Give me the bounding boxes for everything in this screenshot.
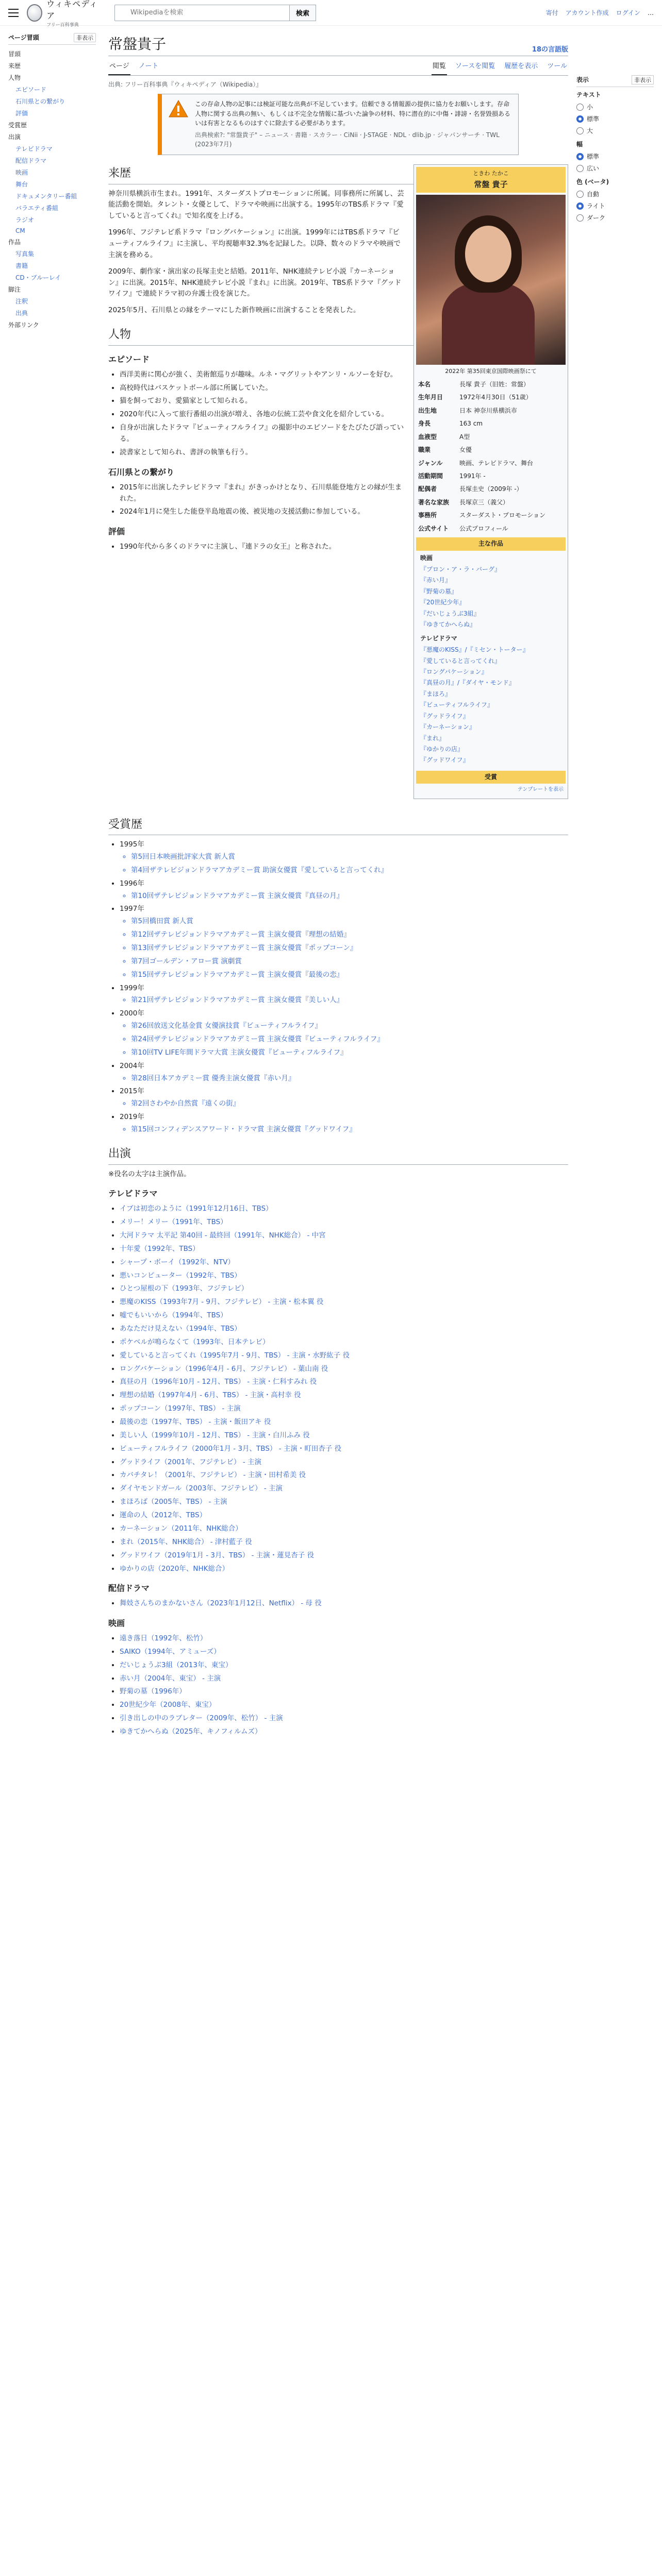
works-tv-item[interactable]: 『真昼の月』/『ダイヤ・モンド』 (420, 679, 515, 687)
award-year-label: 1996年 (120, 879, 144, 888)
award-year (120, 839, 568, 876)
works-tv-item[interactable]: 『ロングバケーション』 (420, 668, 488, 675)
infobox-label: 著名な家族 (418, 498, 450, 506)
tv-drama-item (120, 1470, 568, 1481)
color-light-option[interactable]: ライト (576, 200, 654, 212)
tv-drama-item (120, 1537, 568, 1548)
section-person-heading: 人物 (108, 326, 568, 346)
episode-heading: エピソード (108, 354, 150, 364)
works-movie-item[interactable]: 『ゆきてかへらぬ』 (420, 621, 476, 629)
text-small-option[interactable]: 小 (576, 101, 654, 113)
appearance-panel (576, 26, 654, 1742)
award-year-label: 1999年 (120, 984, 144, 992)
tv-drama-item-link[interactable]: ゆかりの店（2020年、NHK総合） (120, 1564, 229, 1573)
movie-item-link[interactable]: 引き出しの中のラブレター（2009年、松竹） - 主演 (120, 1714, 283, 1723)
infobox-title: 常盤 貴子 (474, 179, 508, 189)
tv-drama-item-link[interactable]: グッドワイフ（2019年1月 - 3月、TBS） - 主演・蓮見杏子 役 (120, 1551, 315, 1560)
movie-item (120, 1700, 568, 1711)
color-label: 色 (ベータ) (576, 178, 609, 185)
infobox-row (416, 417, 566, 430)
tv-drama-heading: テレビドラマ (108, 1189, 158, 1199)
tv-drama-item (120, 1230, 568, 1242)
award-item[interactable]: ◦ 第15回ザテレビジョンドラマアカデミー賞 主演女優賞『最後の恋』 (131, 970, 568, 981)
infobox-value: 1972年4月30日（51歳） (459, 394, 532, 401)
tv-drama-item-link[interactable]: まれ（2015年、NHK総合） - 津村藍子 役 (120, 1537, 252, 1546)
tv-drama-item-link[interactable]: まほろば（2005年、TBS） - 主演 (120, 1498, 227, 1506)
toc-item[interactable]: 写真集 (15, 250, 35, 258)
notice-text: この存命人物の記事には検証可能な出典が不足しています。信頼できる情報源の提供に協力をお願いします。存命人物に関する出典の無い、もしくは不完全な情報に基づいた論争の材料、特に潜在的に中傷・誹謗・名誉毀損あるいは有害となるものはすぐに除去する必要があります。 (195, 100, 511, 127)
award-item[interactable]: ◦ 第21回ザテレビジョンドラマアカデミー賞 主演女優賞『美しい人』 (131, 995, 568, 1006)
tv-drama-item-link[interactable]: 理想の結婚（1997年4月 - 6月、TBS） - 主演・高村幸 役 (120, 1391, 301, 1400)
award-year-label: 2015年 (120, 1087, 144, 1096)
infobox-row (416, 483, 566, 496)
tv-drama-item (120, 1324, 568, 1335)
works-movie-item[interactable]: 『20世紀少年』 (420, 599, 466, 606)
tv-drama-item (120, 1390, 568, 1401)
works-movie-item[interactable]: 『だいじょうぶ3組』 (420, 609, 480, 617)
toc-item[interactable]: CD・ブルーレイ (15, 274, 61, 281)
history-paragraph: 1996年、フジテレビ系ドラマ『ロングバケーション』に出演。1999年にはTBS系ドラマ『ビューティフルライフ』に主演し、平均視聴率32.3%を記録した。以降、数々のドラマや映画で主演を務める。 (108, 228, 401, 259)
tv-drama-item-link[interactable]: カーネーション（2011年、NHK総合） (120, 1524, 242, 1533)
movie-item-link[interactable]: 野菊の墓（1996年） (120, 1687, 186, 1696)
infobox-label: ジャンル (418, 459, 443, 467)
ishikawa-item: • 2015年に出演したテレビドラマ『まれ』がきっかけとなり、石川県能登地方との縁が生まれた。 (120, 482, 568, 505)
infobox-label: 配偶者 (418, 485, 437, 493)
infobox-row (416, 404, 566, 417)
works-tv-item[interactable]: 『カーネーション』 (420, 723, 475, 731)
tab-talk[interactable]: ノート (138, 62, 159, 70)
login-link[interactable]: ログイン (616, 9, 640, 16)
movie-item (120, 1660, 568, 1671)
tv-drama-item (120, 1497, 568, 1508)
tab-article[interactable]: ページ (108, 56, 130, 75)
text-large-option[interactable]: 大 (576, 125, 654, 137)
toc-hide-button[interactable]: 非表示 (74, 33, 96, 42)
toc-item[interactable]: ラジオ (15, 216, 35, 224)
site-header (0, 0, 662, 26)
infobox-row (416, 457, 566, 470)
toc-item[interactable]: ドキュメンタリー番組 (15, 193, 77, 200)
site-subtitle: フリー百科事典 (46, 23, 79, 28)
award-year-label: 2004年 (120, 1061, 144, 1070)
award-item[interactable]: ◦ 第12回ザテレビジョンドラマアカデミー賞 主演女優賞『理想の結婚』 (131, 929, 568, 941)
tv-drama-item (120, 1257, 568, 1268)
tv-drama-item-link[interactable]: 真昼の月（1996年10月 - 12月、TBS） - 主演・仁科すみれ 役 (120, 1378, 317, 1386)
infobox-value: A型 (459, 433, 470, 440)
episode-item: • 西洋美術に関心が強く、美術館巡りが趣味。ルネ・マグリットやアンリ・ルソーを好む。 (120, 369, 568, 381)
tab-tools[interactable]: ツール (547, 62, 567, 70)
tv-drama-item (120, 1337, 568, 1348)
award-item[interactable]: ◦ 第24回ザテレビジョンドラマアカデミー賞 主演女優賞『ビューティフルライフ』 (131, 1034, 568, 1045)
section-appearances-heading: 出演 (108, 1145, 568, 1165)
infobox-label: 身長 (418, 420, 431, 428)
infobox-value: 163 cm (459, 420, 483, 428)
works-tv-item[interactable]: 『ゆかりの店』 (420, 745, 464, 753)
infobox-value: スターダスト・プロモーション (459, 512, 546, 519)
width-standard-option[interactable]: 標準 (576, 150, 654, 162)
tv-drama-item-link[interactable]: 嘘でもいいから（1994年、TBS） (120, 1311, 227, 1320)
tv-drama-item-link[interactable]: 最後の恋（1997年、TBS） - 主演・飯田アキ 役 (120, 1418, 271, 1427)
works-movie-item[interactable]: 『野菊の墓』 (420, 587, 458, 595)
stream-drama-item (120, 1598, 568, 1609)
user-links (546, 8, 654, 17)
infobox-label: 職業 (418, 446, 431, 454)
tv-drama-item-link[interactable]: 愛していると言ってくれ（1995年7月 - 9月、TBS） - 主演・水野紘子 役 (120, 1351, 350, 1360)
tv-drama-item-link[interactable]: ひとつ屋根の下（1993年、フジテレビ） (120, 1284, 249, 1293)
tv-drama-item (120, 1510, 568, 1521)
episode-item: • 猫を飼っており、愛猫家として知られる。 (120, 396, 568, 407)
text-standard-option[interactable]: 標準 (576, 113, 654, 125)
award-item[interactable]: ◦ 第10回ザテレビジョンドラマアカデミー賞 主演女優賞『真昼の月』 (131, 891, 568, 902)
tv-drama-item (120, 1270, 568, 1282)
toc-item[interactable]: CM (15, 227, 25, 234)
toc-item[interactable]: 映画 (15, 169, 28, 176)
infobox-ruby: ときわ たかこ (473, 170, 509, 177)
tab-view-source[interactable]: ソースを閲覧 (455, 62, 495, 70)
works-tv-item[interactable]: 『まほろ』 (420, 690, 452, 698)
infobox-row (416, 378, 566, 391)
award-item[interactable]: ◦ 第10回TV LIFE年間ドラマ大賞 主演女優賞『ビューティフルライフ』 (131, 1047, 568, 1059)
award-year (120, 904, 568, 980)
movie-item-link[interactable]: ゆきてかへらぬ（2025年、キノフィルムズ） (120, 1727, 262, 1736)
infobox-label: 活動期間 (418, 472, 443, 480)
toc-item[interactable]: エピソード (15, 86, 47, 93)
award-item[interactable]: ◦ 第15回コンフィデンスアワード・ドラマ賞 主演女優賞『グッドワイフ』 (131, 1124, 568, 1136)
infobox-row (416, 470, 566, 483)
tv-drama-item-link[interactable]: 大河ドラマ 太平記 第40回 - 最終回（1991年、NHK総合） - 中宮 (120, 1231, 326, 1240)
infobox-row (416, 509, 566, 522)
tv-drama-item (120, 1523, 568, 1535)
create-account-link[interactable]: アカウント作成 (565, 9, 609, 16)
movie-item-link[interactable]: だいじょうぶ3組（2013年、東宝） (120, 1660, 233, 1669)
language-button[interactable]: 18の言語版 (532, 46, 568, 54)
episode-item: • 読書家として知られ、書評の執筆も行う。 (120, 447, 568, 459)
toc-item[interactable]: 石川県との繋がり (15, 98, 65, 105)
tv-drama-item (120, 1403, 568, 1415)
tv-drama-item-link[interactable]: ダイヤモンドガール（2003年、フジテレビ） - 主演 (120, 1484, 283, 1493)
appearance-hide-button[interactable]: 非表示 (632, 75, 654, 84)
tv-drama-item-link[interactable]: ビューティフルライフ（2000年1月 - 3月、TBS） - 主演・町田杏子 役 (120, 1444, 342, 1453)
infobox-row (416, 391, 566, 404)
award-year (120, 1008, 568, 1058)
more-menu-icon[interactable]: … (648, 9, 654, 16)
award-year (120, 878, 568, 902)
toc-item[interactable]: テレビドラマ (15, 145, 53, 152)
appearances-note: ※役名の太字は主演作品。 (108, 1170, 191, 1178)
tv-drama-item-link[interactable]: 悪魔のKISS（1993年7月 - 9月、フジテレビ） - 主演・松本翼 役 (120, 1298, 324, 1307)
movie-item (120, 1647, 568, 1658)
portrait-image[interactable] (416, 195, 566, 365)
infobox-value: 長塚京三（義父） (459, 498, 509, 506)
tv-drama-item-link[interactable]: メリー！メリー（1991年、TBS） (120, 1218, 227, 1227)
toc-item[interactable]: 来歴 (8, 62, 21, 70)
tv-drama-item (120, 1217, 568, 1228)
tv-drama-item (120, 1350, 568, 1362)
works-movie-label: 映画 (420, 554, 433, 562)
tv-drama-item-link[interactable]: あなただけ見えない（1994年、TBS） (120, 1325, 241, 1333)
search-input[interactable] (114, 5, 290, 21)
award-year-label: 2000年 (120, 1009, 144, 1018)
color-dark-option[interactable]: ダーク (576, 212, 654, 224)
toc-item[interactable]: 出演 (8, 133, 21, 141)
main-content (96, 26, 576, 1742)
infobox-value: 長塚 貴子（旧姓：常盤） (459, 380, 529, 388)
infobox-label: 生年月日 (418, 394, 443, 401)
infobox-label: 出生地 (418, 406, 437, 414)
movie-item-link[interactable]: 20世紀少年（2008年、東宝） (120, 1701, 216, 1709)
tv-drama-item (120, 1310, 568, 1321)
movie-item (120, 1633, 568, 1645)
history-paragraph: 2009年、劇作家・演出家の長塚圭史と結婚。2011年、NHK連続テレビ小説『カーネーション』に出演。2015年、NHK連続テレビ小説『まれ』に出演。2019年、TBS系ドラマ『グッドワイフ』で連続ドラマ初の弁護士役を演じた。 (108, 267, 402, 298)
ishikawa-item: • 2024年1月に発生した能登半島地震の後、被災地の支援活動に参加している。 (120, 506, 568, 518)
toc-item[interactable]: 受賞歴 (8, 122, 27, 129)
award-year (120, 1086, 568, 1110)
main-menu-icon[interactable] (8, 9, 19, 17)
tab-read[interactable]: 閲覧 (432, 56, 447, 75)
infobox-row (416, 444, 566, 456)
movie-item (120, 1673, 568, 1685)
works-movie-item[interactable]: 『プロン・ア・ラ・バーグ』 (420, 566, 501, 573)
donate-link[interactable]: 寄付 (545, 9, 558, 16)
toc-item[interactable]: 出典 (15, 310, 28, 317)
episode-item: • 2020年代に入って旅行番組の出演が増え、各地の伝統工芸や食文化を紹介している。 (120, 409, 568, 420)
toc-item[interactable]: 外部リンク (8, 321, 39, 329)
works-tv-item[interactable]: 『悪魔のKISS』/『ミセン・トーター』 (420, 646, 529, 654)
evaluation-heading: 評価 (108, 527, 125, 537)
tv-drama-item (120, 1377, 568, 1388)
wikipedia-globe-icon (27, 4, 42, 22)
tv-drama-item (120, 1430, 568, 1442)
toc-item[interactable]: 注釈 (15, 298, 28, 305)
movie-item-link[interactable]: 赤い月（2004年、東宝） - 主演 (120, 1674, 221, 1683)
awards-header: 受賞 (416, 771, 566, 784)
award-year (120, 1061, 568, 1084)
episode-item: • 高校時代はバスケットボール部に所属していた。 (120, 383, 568, 394)
text-size-label: テキスト (576, 91, 601, 98)
appearance-title: 表示 (576, 76, 589, 83)
tv-drama-item (120, 1364, 568, 1375)
stream-drama-item-link[interactable]: 舞妓さんちのまかないさん（2023年1月12日、Netflix） - 母 役 (120, 1599, 322, 1608)
award-year (120, 1112, 568, 1136)
tv-drama-item (120, 1244, 568, 1255)
stream-drama-heading: 配信ドラマ (108, 1583, 150, 1594)
infobox-row (416, 496, 566, 509)
works-tv-item[interactable]: 『グッドライフ』 (420, 712, 469, 720)
toc-item[interactable]: 書籍 (15, 262, 28, 269)
works-tv-label: テレビドラマ (420, 634, 457, 642)
infobox-label: 公式サイト (418, 524, 449, 532)
infobox-value: 長塚圭史（2009年 -） (459, 485, 523, 493)
award-year-label: 2019年 (120, 1113, 144, 1122)
works-movie-item[interactable]: 『赤い月』 (420, 577, 452, 584)
toc-item[interactable]: 評価 (15, 110, 28, 117)
page-title: 常盤貴子 (108, 36, 167, 53)
tv-drama-item-link[interactable]: 運命の人（2012年、TBS） (120, 1511, 207, 1520)
toc-title: ページ冒頭 (8, 34, 39, 41)
works-tv-item[interactable]: 『愛していると言ってくれ』 (420, 657, 501, 665)
toc-item[interactable]: 脚注 (8, 286, 21, 293)
toc-item[interactable]: 舞台 (15, 181, 28, 188)
movie-heading: 映画 (108, 1618, 125, 1629)
award-item[interactable]: ◦ 第4回ザテレビジョンドラマアカデミー賞 助演女優賞『愛していると言ってくれ』 (131, 865, 568, 876)
tv-drama-item (120, 1550, 568, 1562)
award-item[interactable]: ◦ 第2回さわやか自然賞『遠くの街』 (131, 1098, 568, 1110)
infobox (413, 164, 568, 799)
site-title: ウィキペディア (46, 0, 98, 21)
award-item[interactable]: ◦ 第7回ゴールデン・アロー賞 演劇賞 (131, 956, 568, 968)
tv-drama-item (120, 1457, 568, 1468)
tv-drama-item (120, 1564, 568, 1575)
evaluation-item: • 1990年代から多くのドラマに主演し、『連ドラの女王』と称された。 (120, 541, 568, 553)
tv-drama-item (120, 1283, 568, 1295)
tv-drama-item-link[interactable]: 悪いコンピューター（1992年、TBS） (120, 1271, 241, 1280)
works-tv-item[interactable]: 『まれ』 (420, 734, 445, 742)
award-item[interactable]: ◦ 第28回日本アカデミー賞 優秀主演女優賞『赤い月』 (131, 1073, 568, 1084)
history-paragraph: 神奈川県横浜市生まれ。1991年、スターダストプロモーションに所属。同事務所に所属し、芸能活動を開始。タレント・女優として、ドラマや映画に出演する。1995年のTBS系ドラマ『愛していると言ってくれ』で知名度を上げる。 (108, 189, 404, 221)
toc-item[interactable]: 人物 (8, 74, 21, 81)
works-tv-item[interactable]: 『ビューティフルライフ』 (420, 701, 493, 709)
episode-item: • 自身が出演したドラマ『ビューティフルライフ』の撮影中のエピソードをたびたび語っている。 (120, 422, 568, 445)
tv-drama-item-link[interactable]: イブは初恋のように（1991年12月16日、TBS） (120, 1205, 273, 1213)
tv-drama-item-link[interactable]: ポケベルが鳴らなくて（1993年、日本テレビ） (120, 1337, 270, 1346)
award-year (120, 983, 568, 1007)
infobox-value: 映画、テレビドラマ、舞台 (459, 459, 534, 467)
infobox-value: 1991年 - (459, 472, 486, 480)
tv-drama-item-link[interactable]: シャープ・ボーイ（1992年、NTV） (120, 1258, 235, 1266)
tv-drama-item (120, 1297, 568, 1308)
tv-drama-item-link[interactable]: カバチタレ！（2001年、フジテレビ） - 主演・田村希美 役 (120, 1471, 306, 1480)
award-item[interactable]: ◦ 第5回日本映画批評家大賞 新人賞 (131, 852, 568, 863)
infobox-value: 公式プロフィール (459, 524, 508, 532)
template-link[interactable]: テンプレートを表示 (517, 787, 564, 793)
award-year-label: 1995年 (120, 840, 144, 849)
tv-drama-item-link[interactable]: 美しい人（1999年10月 - 12月、TBS） - 主演・白川ふみ 役 (120, 1431, 310, 1439)
table-of-contents (8, 26, 96, 1742)
toc-item[interactable]: 冒頭 (8, 50, 21, 58)
search-button[interactable]: 検索 (290, 5, 316, 21)
notice-date: 出典検索?: "常盤貴子" – ニュース · 書籍 · スカラー · CiNii · J-STAGE · NDL · dlib.jp · ジャパンサーチ · TWL (2023年7月) (195, 131, 500, 148)
tagline: 出典: フリー百科事典『ウィキペディア（Wikipedia）』 (108, 81, 262, 88)
movie-item (120, 1686, 568, 1698)
width-wide-option[interactable]: 広い (576, 162, 654, 174)
tv-drama-item-link[interactable]: ロングバケーション（1996年4月 - 6月、フジテレビ） - 葉山南 役 (120, 1364, 328, 1373)
ishikawa-heading: 石川県との繋がり (108, 467, 175, 477)
toc-item[interactable]: 配信ドラマ (15, 157, 47, 164)
tv-drama-item (120, 1483, 568, 1495)
movie-item (120, 1726, 568, 1738)
tv-drama-item (120, 1204, 568, 1215)
toc-item[interactable]: バラエティ番組 (15, 205, 59, 212)
color-auto-option[interactable]: 自動 (576, 188, 654, 200)
site-logo[interactable] (27, 0, 99, 28)
award-item[interactable]: ◦ 第26回放送文化基金賞 女優演技賞『ビューティフルライフ』 (131, 1021, 568, 1032)
award-item[interactable]: ◦ 第13回ザテレビジョンドラマアカデミー賞 主演女優賞『ポップコーン』 (131, 943, 568, 954)
toc-item[interactable]: 作品 (8, 239, 21, 246)
warning-icon (168, 99, 189, 118)
works-tv-item[interactable]: 『グッドワイフ』 (420, 756, 469, 764)
infobox-label: 事務所 (418, 512, 437, 519)
section-history-heading: 来歴 (108, 164, 568, 184)
infobox-value: 女優 (459, 446, 472, 454)
tv-drama-item-link[interactable]: 十年愛（1992年、TBS） (120, 1244, 200, 1253)
infobox-row (416, 522, 566, 535)
tv-drama-item-link[interactable]: ポップコーン（1997年、TBS） - 主演 (120, 1404, 241, 1413)
history-paragraph: 2025年5月、石川県との縁をテーマにした新作映画に出演することを発表した。 (108, 306, 360, 315)
works-header: 主な作品 (416, 537, 566, 550)
movie-item (120, 1713, 568, 1724)
movie-item-link[interactable]: SAIKO（1994年、アミューズ） (120, 1647, 221, 1656)
tv-drama-item (120, 1444, 568, 1455)
search-box (114, 5, 316, 21)
section-awards-heading: 受賞歴 (108, 816, 568, 836)
sources-notice (158, 94, 519, 155)
tv-drama-item-link[interactable]: グッドライフ（2001年、フジテレビ） - 主演 (120, 1458, 262, 1466)
award-year-label: 1997年 (120, 905, 144, 913)
infobox-value: 日本 神奈川県横浜市 (459, 406, 517, 414)
infobox-label: 本名 (418, 380, 431, 388)
infobox-row (416, 431, 566, 444)
tab-history[interactable]: 履歴を表示 (504, 62, 538, 70)
award-item[interactable]: ◦ 第5回橋田賞 新人賞 (131, 916, 568, 927)
infobox-label: 血液型 (418, 433, 437, 440)
width-label: 幅 (576, 141, 583, 148)
tv-drama-item (120, 1417, 568, 1428)
infobox-caption: 2022年 第35回東京国際映画祭にて (445, 368, 537, 375)
movie-item-link[interactable]: 遠き落日（1992年、松竹） (120, 1634, 207, 1643)
